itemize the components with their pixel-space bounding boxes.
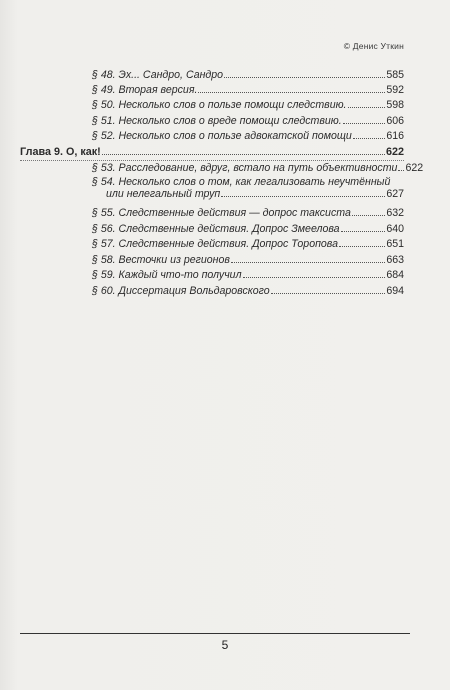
toc-entry-title: § 59. Каждый что-то получил <box>92 269 242 281</box>
toc-entry-title-continued: или нелегальный труп <box>106 188 221 200</box>
toc-entry <box>92 84 404 96</box>
toc-entry <box>92 238 404 250</box>
leader-dots <box>271 293 386 294</box>
toc-entry <box>92 99 404 111</box>
toc-entry <box>92 176 404 200</box>
leader-dots <box>398 170 404 171</box>
toc-entry <box>92 254 404 266</box>
leader-dots <box>198 92 385 93</box>
leader-dots <box>348 107 386 108</box>
toc-entry-page: 627 <box>386 188 404 200</box>
toc-entry-title: § 57. Следственные действия. Допрос Торопова <box>92 238 338 250</box>
toc-entry-page: 592 <box>386 84 404 96</box>
leader-dots <box>341 231 386 232</box>
toc-entry-page: 585 <box>386 69 404 81</box>
toc-entry-title: § 51. Несколько слов о вреде помощи следствию. <box>92 115 342 127</box>
toc-entry <box>92 69 404 81</box>
toc-entry <box>92 285 404 297</box>
toc-entry <box>92 130 404 142</box>
toc-entry <box>92 115 404 127</box>
leader-dots <box>352 215 385 216</box>
toc-entry <box>92 269 404 281</box>
toc-entry <box>92 162 424 174</box>
toc-entry-page: 694 <box>386 285 404 297</box>
toc-entry-page: 663 <box>386 254 404 266</box>
leader-dots <box>353 138 386 139</box>
toc-chapter-title: Глава 9. О, как! <box>20 146 101 158</box>
running-head: © Денис Уткин <box>343 41 404 51</box>
toc-entry <box>92 207 404 219</box>
toc-entry-title: § 50. Несколько слов о пользе помощи следствию. <box>92 99 347 111</box>
toc-entry-title: § 53. Расследование, вдруг, встало на путь объективности <box>92 162 398 174</box>
toc-entry-title: § 49. Вторая версия. <box>92 84 198 96</box>
toc-entry-title: § 55. Следственные действия — допрос таксиста <box>92 207 351 219</box>
toc-entry-page: 616 <box>386 130 404 142</box>
chapter-divider <box>20 160 404 161</box>
leader-dots <box>243 277 386 278</box>
toc-entry-page: 632 <box>386 207 404 219</box>
toc-entry-page: 606 <box>386 115 404 127</box>
leader-dots <box>102 154 385 155</box>
toc-entry-title: § 48. Эх... Сандро, Сандро <box>92 69 224 81</box>
toc-entry-page: 640 <box>386 223 404 235</box>
toc-entry-title: § 52. Несколько слов о пользе адвокатской помощи <box>92 130 352 142</box>
toc-entry-title: § 54. Несколько слов о том, как легализовать неучтённый <box>92 176 391 188</box>
page-number: 5 <box>221 638 229 652</box>
leader-dots <box>221 196 385 197</box>
toc-chapter <box>20 146 404 158</box>
footer-rule <box>20 633 410 634</box>
leader-dots <box>339 246 385 247</box>
toc-entry-title: § 58. Весточки из регионов <box>92 254 230 266</box>
toc-entry-page: 622 <box>405 162 424 174</box>
leader-dots <box>231 262 385 263</box>
toc-entry-page: 684 <box>386 269 404 281</box>
toc-chapter-page: 622 <box>385 146 404 158</box>
toc-entry <box>92 223 404 235</box>
leader-dots <box>224 77 385 78</box>
toc-entry-title: § 60. Диссертация Вольдаровского <box>92 285 270 297</box>
leader-dots <box>343 123 386 124</box>
toc-entry-title: § 56. Следственные действия. Допрос Змеелова <box>92 223 340 235</box>
toc-entry-page: 598 <box>386 99 404 111</box>
toc-entry-page: 651 <box>386 238 404 250</box>
